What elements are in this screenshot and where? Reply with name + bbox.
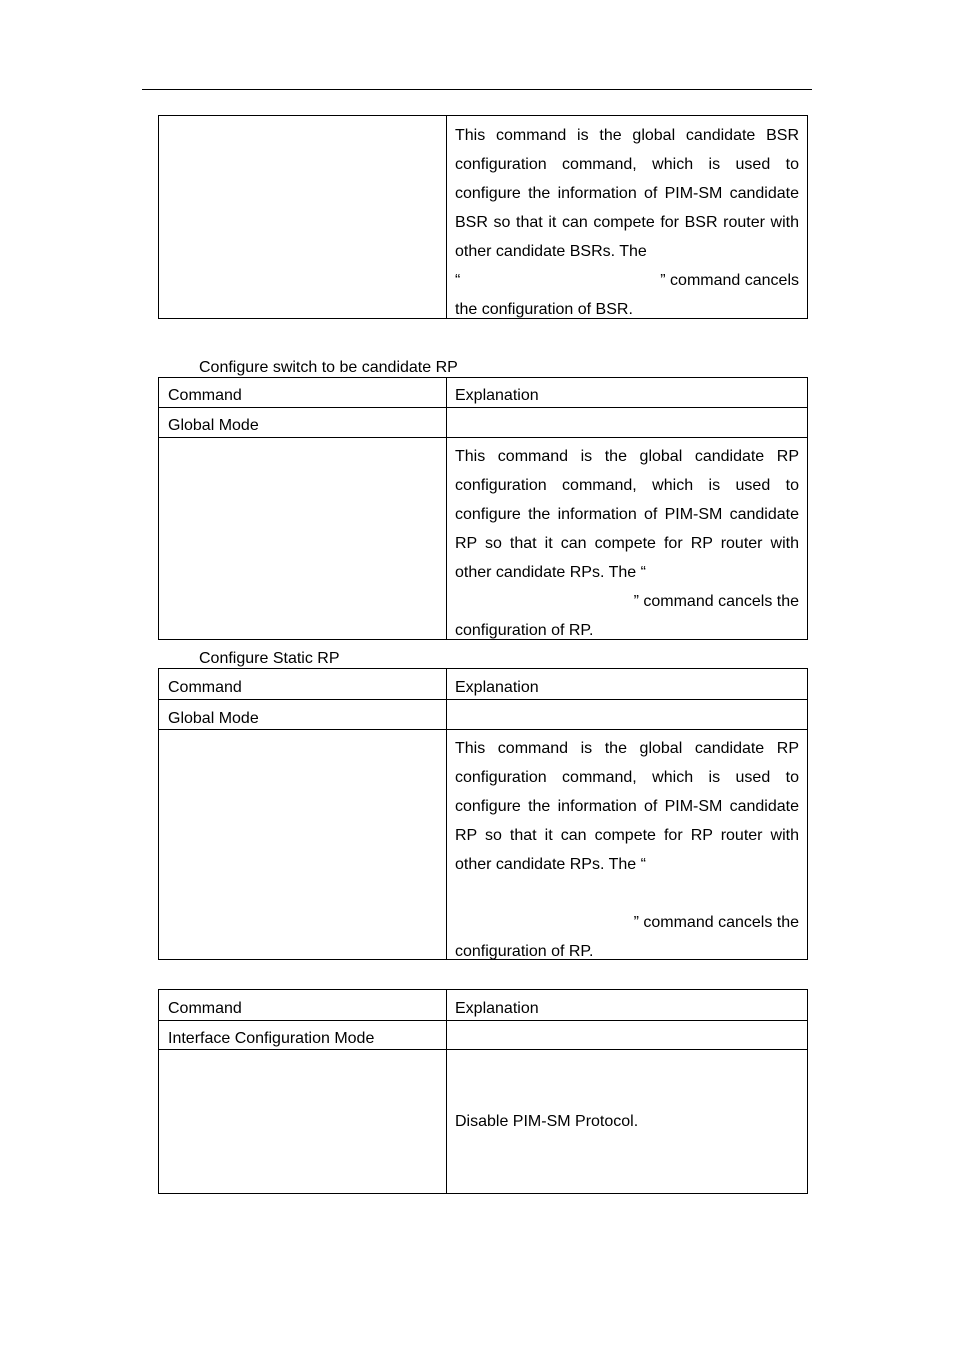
static-rp-table	[158, 668, 808, 960]
candidate-rp-quote-tail: ” command cancels the	[633, 593, 799, 610]
col-explanation-header: Explanation	[455, 679, 539, 696]
mode-row	[159, 407, 807, 437]
candidate-rp-caption: Configure switch to be candidate RP	[199, 359, 458, 376]
explanation-cell	[447, 438, 807, 639]
bsr-command-cell	[159, 116, 447, 318]
mode-explanation-cell	[447, 700, 807, 729]
table-row	[159, 437, 807, 639]
bsr-quote-open: “	[455, 272, 461, 289]
bsr-explanation-cell	[447, 116, 807, 318]
col-command-header: Command	[159, 669, 447, 699]
candidate-rp-table	[158, 377, 808, 640]
candidate-rp-last-line: configuration of RP.	[455, 622, 594, 639]
static-rp-caption: Configure Static RP	[199, 650, 340, 667]
col-command-header: Command	[159, 990, 447, 1020]
bsr-last-line: the configuration of BSR.	[455, 301, 633, 318]
mode-explanation-cell	[447, 408, 807, 437]
bsr-table	[158, 115, 808, 319]
static-rp-explanation: This command is the global candidate RP configuration command, which is used to configure the information of PIM-SM candidate RP so that it can compete for RP router with other candidate RPs. The “	[455, 740, 799, 873]
bsr-row	[159, 116, 807, 318]
mode-label: Global Mode	[159, 408, 447, 437]
col-explanation-header: Explanation	[455, 1000, 539, 1017]
bsr-quote-tail: ” command cancels	[660, 272, 799, 289]
col-command-header: Command	[159, 378, 447, 407]
table-header-row	[159, 378, 807, 407]
static-rp-quote-tail: ” command cancels the	[633, 914, 799, 931]
explanation-cell	[447, 1050, 807, 1193]
table-header-row	[159, 990, 807, 1020]
command-cell	[159, 1050, 447, 1193]
header-rule	[142, 89, 812, 90]
disable-pim-table	[158, 989, 808, 1194]
candidate-rp-explanation: This command is the global candidate RP configuration command, which is used to configure the information of PIM-SM candidate RP so that it can compete for RP router with other candidate RPs. The “	[455, 448, 799, 581]
table-header-row	[159, 669, 807, 699]
mode-row	[159, 1020, 807, 1049]
disable-pim-explanation: Disable PIM-SM Protocol.	[455, 1112, 639, 1130]
mode-label: Global Mode	[159, 700, 447, 729]
command-cell	[159, 730, 447, 959]
command-cell	[159, 438, 447, 639]
mode-label: Interface Configuration Mode	[159, 1021, 447, 1049]
explanation-cell	[447, 730, 807, 959]
static-rp-last-line: configuration of RP.	[455, 943, 594, 960]
table-row	[159, 1049, 807, 1193]
table-row	[159, 729, 807, 959]
bsr-explanation-text: This command is the global candidate BSR configuration command, which is used to configure the information of PIM-SM candidate BSR so that it can compete for BSR router with other candidate BSRs. The	[455, 127, 799, 260]
col-explanation-header: Explanation	[455, 387, 539, 404]
mode-row	[159, 699, 807, 729]
mode-explanation-cell	[447, 1021, 807, 1049]
